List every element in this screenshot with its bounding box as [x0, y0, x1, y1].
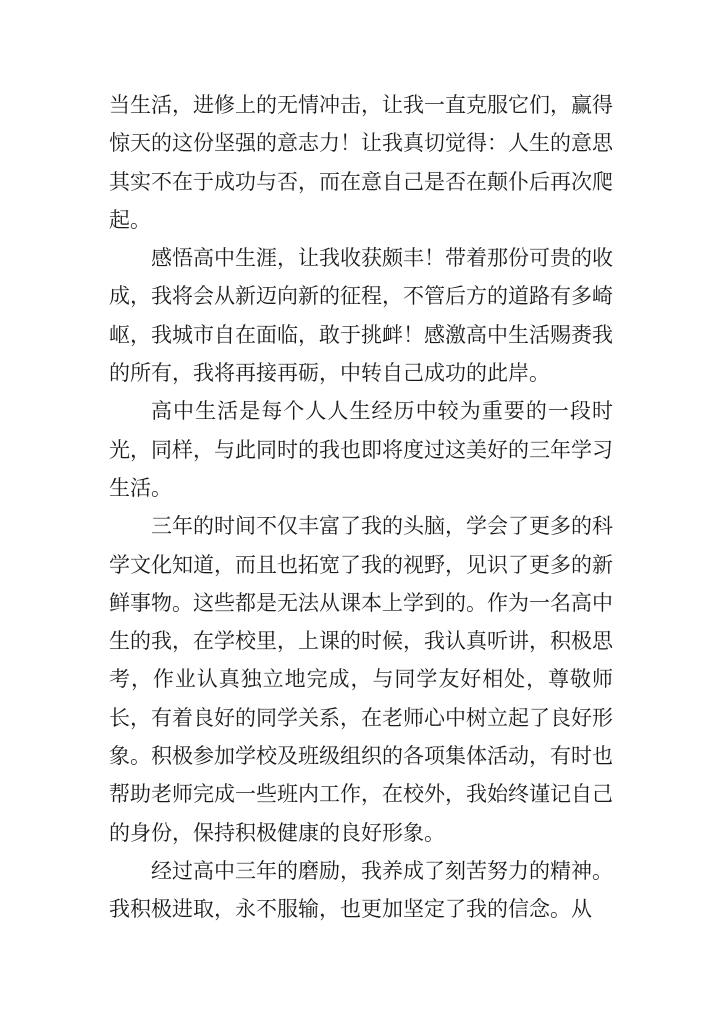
document-body	[109, 86, 613, 929]
paragraph-4: 三年的时间不仅丰富了我的头脑，学会了更多的科学文化知道，而且也拓宽了我的视野，见识了更多的新鲜事物。这些都是无法从课本上学到的。作为一名高中生的我，在学校里，上课的时候，我认真听讲，积极思考，作业认真独立地完成，与同学友好相处，尊敬师长，有着良好的同学关系，在老师心中树立起了良好形象。积极参加学校及班级组织的各项集体活动，有时也帮助老师完成一些班内工作，在校外，我始终谨记自己的身份，保持积极健康的良好形象。	[109, 514, 613, 845]
paragraph-3: 高中生活是每个人人生经历中较为重要的一段时光，同样，与此同时的我也即将度过这美好的三年学习生活。	[109, 399, 613, 500]
paragraph-1: 当生活，进修上的无情冲击，让我一直克服它们，赢得惊天的这份坚强的意志力！让我真切觉得：人生的意思其实不在于成功与否，而在意自己是否在颠仆后再次爬起。	[109, 93, 613, 232]
paragraph-5: 经过高中三年的磨励，我养成了刻苦努力的精神。我积极进取，永不服输，也更加坚定了我的信念。从	[109, 858, 613, 922]
paragraph-2: 感悟高中生涯，让我收获颇丰！带着那份可贵的收成，我将会从新迈向新的征程，不管后方的道路有多崎岖，我城市自在面临，敢于挑衅！感激高中生活赐赉我的所有，我将再接再砺，中转自己成功的此岸。	[109, 246, 613, 386]
